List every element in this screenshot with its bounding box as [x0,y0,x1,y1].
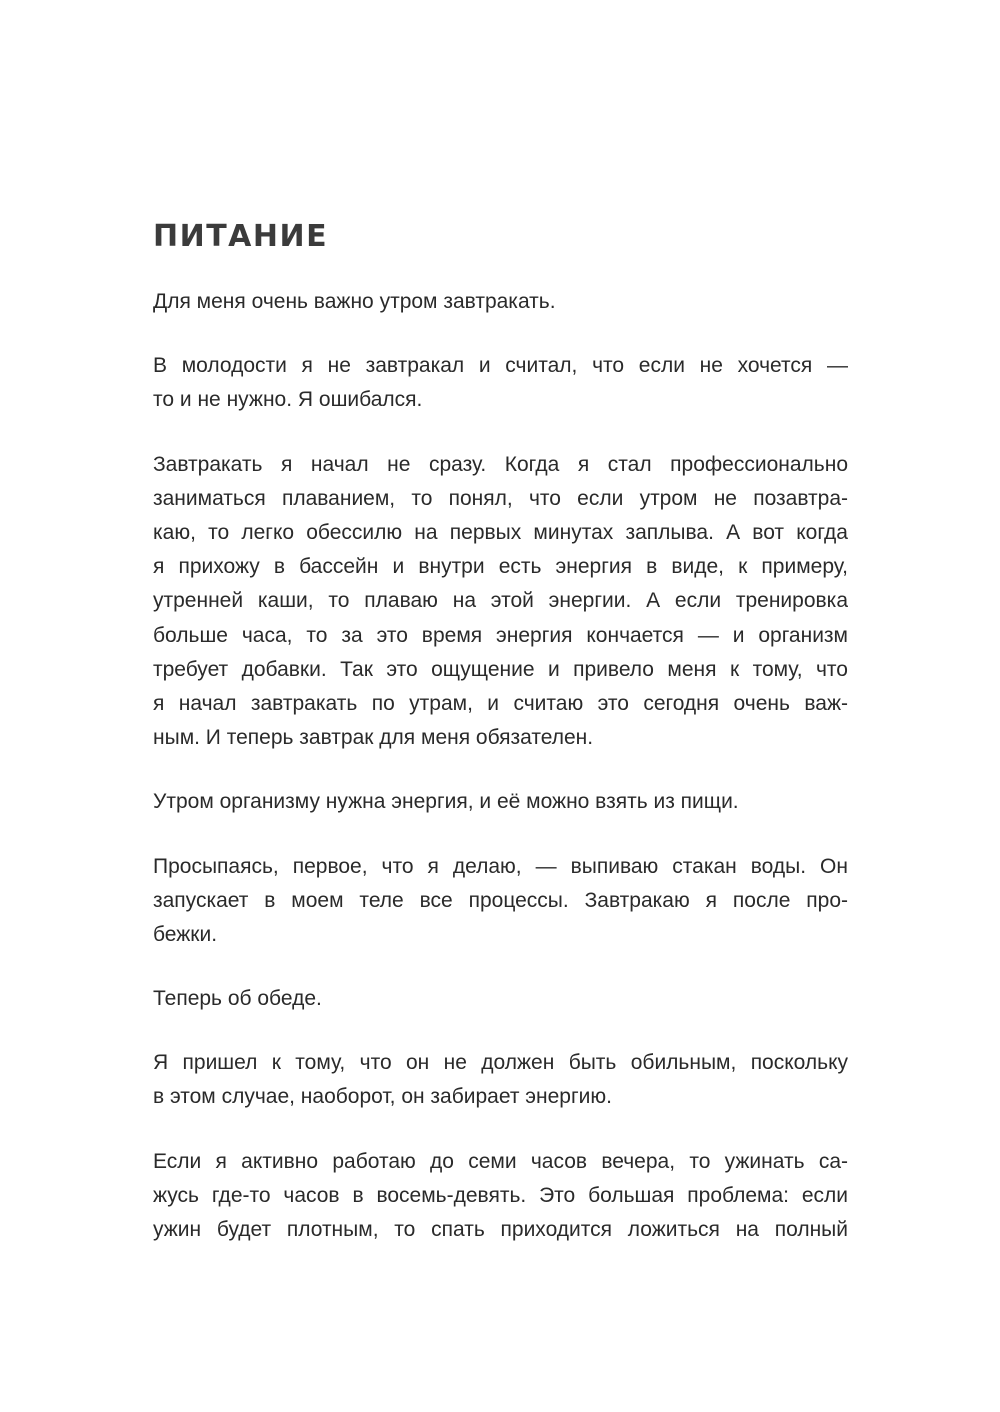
text-line: Если я активно работаю до семи часов вечера, то ужинать са- [153,1149,848,1173]
text-line: требует добавки. Так это ощущение и привело меня к тому, что [153,657,848,681]
paragraph [153,982,848,1016]
text-line: Я пришел к тому, что он не должен быть обильным, поскольку [153,1051,848,1075]
text-line: утренней каши, то плаваю на этой энергии. А если тренировка [153,589,848,613]
text-line: Для меня очень важно утром завтракать. [153,290,556,313]
text-line: то и не нужно. Я ошибался. [153,388,423,412]
text-line: Утром организму нужна энергия, и её можно взять из пищи. [153,790,739,814]
paragraph [153,850,848,953]
paragraph [153,349,848,417]
paragraph [153,448,848,756]
paragraph [153,1145,848,1248]
text-line: Просыпаясь, первое, что я делаю, — выпиваю стакан воды. Он [153,854,848,878]
text-line: я начал завтракать по утрам, и считаю это сегодня очень важ- [153,691,848,715]
paragraph [153,785,848,819]
text-line: заниматься плаванием, то понял, что если утром не позавтра- [153,486,848,510]
text-line: жусь где-то часов в восемь-девять. Это большая проблема: если [153,1183,848,1207]
text-line: ным. И теперь завтрак для меня обязателен. [153,726,594,750]
text-line: В молодости я не завтракал и считал, что если не хочется — [153,354,848,378]
text-line: запускает в моем теле все процессы. Завтракаю я после про- [153,888,848,912]
body-text [153,285,848,1247]
text-line: ужин будет плотным, то спать приходится ложиться на полный [153,1218,848,1242]
paragraph [153,285,848,319]
chapter-heading: ПИТАНИЕ [153,219,329,254]
text-line: Теперь об обеде. [153,987,322,1011]
text-line: в этом случае, наоборот, он забирает энергию. [153,1085,612,1109]
paragraph [153,1046,848,1114]
text-line: каю, то легко обессилю на первых минутах заплыва. А вот когда [153,520,848,544]
text-line: я прихожу в бассейн и внутри есть энергия в виде, к примеру, [153,555,848,579]
text-line: бежки. [153,922,218,946]
page-content [153,214,848,1277]
text-line: Завтракать я начал не сразу. Когда я стал профессионально [153,452,848,476]
text-line: больше часа, то за это время энергия кончается — и организм [153,623,848,647]
